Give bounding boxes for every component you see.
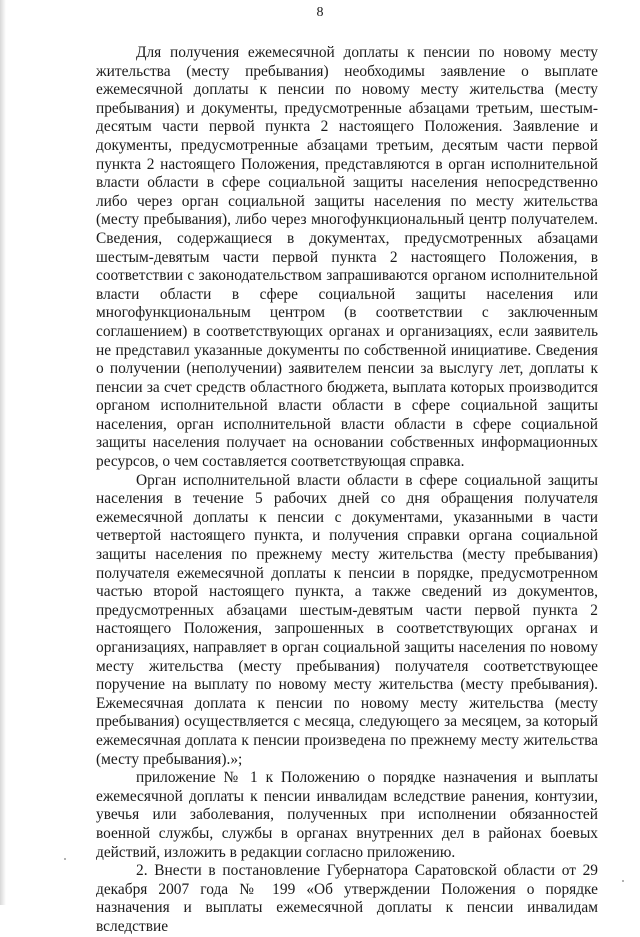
scan-edge-shadow: [0, 0, 6, 905]
paragraph: приложение № 1 к Положению о порядке назначения и выплаты ежемесячной доплаты к пенсии инвалидам вследствие ранения, контузии, увечья или заболевания, полученных при исполнении обязанностей военной службы, службы в органах внутренних дел в районах боевых действий, изложить в редакции согласно приложению.: [96, 769, 598, 861]
scan-speck: [622, 880, 624, 882]
scan-speck: [64, 858, 66, 860]
document-body: [96, 44, 598, 937]
paragraph: Орган исполнительной власти области в сфере социальной защиты населения в течение 5 рабочих дней со дня обращения получателя ежемесячной доплаты к пенсии с документами, указанными в части четвертой настоящего пункта, и получения справки органа социальной защиты населения по прежнему месту жительства (месту пребывания) получателя ежемесячной доплаты к пенсии в порядке, предусмотренном частью второй настоящего пункта, а также сведений из документов, предусмотренных абзацами шестым-девятым части первой пункта 2 настоящего Положения, запрошенных в соответствующих органах и организациях, направляет в орган социальной защиты населения по новому месту жительства (месту пребывания) получателя соответствующее поручение на выплату по новому месту жительства (месту пребывания). Ежемесячная доплата к пенсии по новому месту жительства (месту пребывания) осуществляется с месяца, следующего за месяцем, за который ежемесячная доплата к пенсии произведена по прежнему месту жительства (месту пребывания).»;: [96, 471, 598, 768]
page-number: 8: [316, 5, 324, 20]
paragraph: 2. Внести в постановление Губернатора Саратовской области от 29 декабря 2007 года № 199 «Об утверждении Положения о порядке назначения и выплаты ежемесячной доплаты к пенсии инвалидам вследствие: [96, 862, 598, 935]
paragraph: Для получения ежемесячной доплаты к пенсии по новому месту жительства (месту пребывания) необходимы заявление о выплате ежемесячной доплаты к пенсии по новому месту жительства (месту пребывания) и документы, предусмотренные абзацами третьим, шестым-десятым части первой пункта 2 настоящего Положения. Заявление и документы, предусмотренные абзацами третьим, десятым части первой пункта 2 настоящего Положения, представляются в орган исполнительной власти области в сфере социальной защиты населения непосредственно либо через орган социальной защиты населения по месту жительства (месту пребывания), либо через многофункциональный центр получателем. Сведения, содержащиеся в документах, предусмотренных абзацами шестым-девятым части первой пункта 2 настоящего Положения, в соответствии с законодательством запрашиваются органом исполнительной власти области в сфере социальной защиты населения или многофункциональным центром (в соответствии с заключенным соглашением) в соответствующих органах и организациях, если заявитель не представил указанные документы по собственной инициативе. Сведения о получении (неполучении) заявителем пенсии за выслугу лет, доплаты к пенсии за счет средств областного бюджета, выплата которых производится органом исполнительной власти области в сфере социальной защиты населения, орган исполнительной власти области в сфере социальной защиты населения получает на основании собственных информационных ресурсов, о чем составляется соответствующая справка.: [96, 44, 598, 471]
